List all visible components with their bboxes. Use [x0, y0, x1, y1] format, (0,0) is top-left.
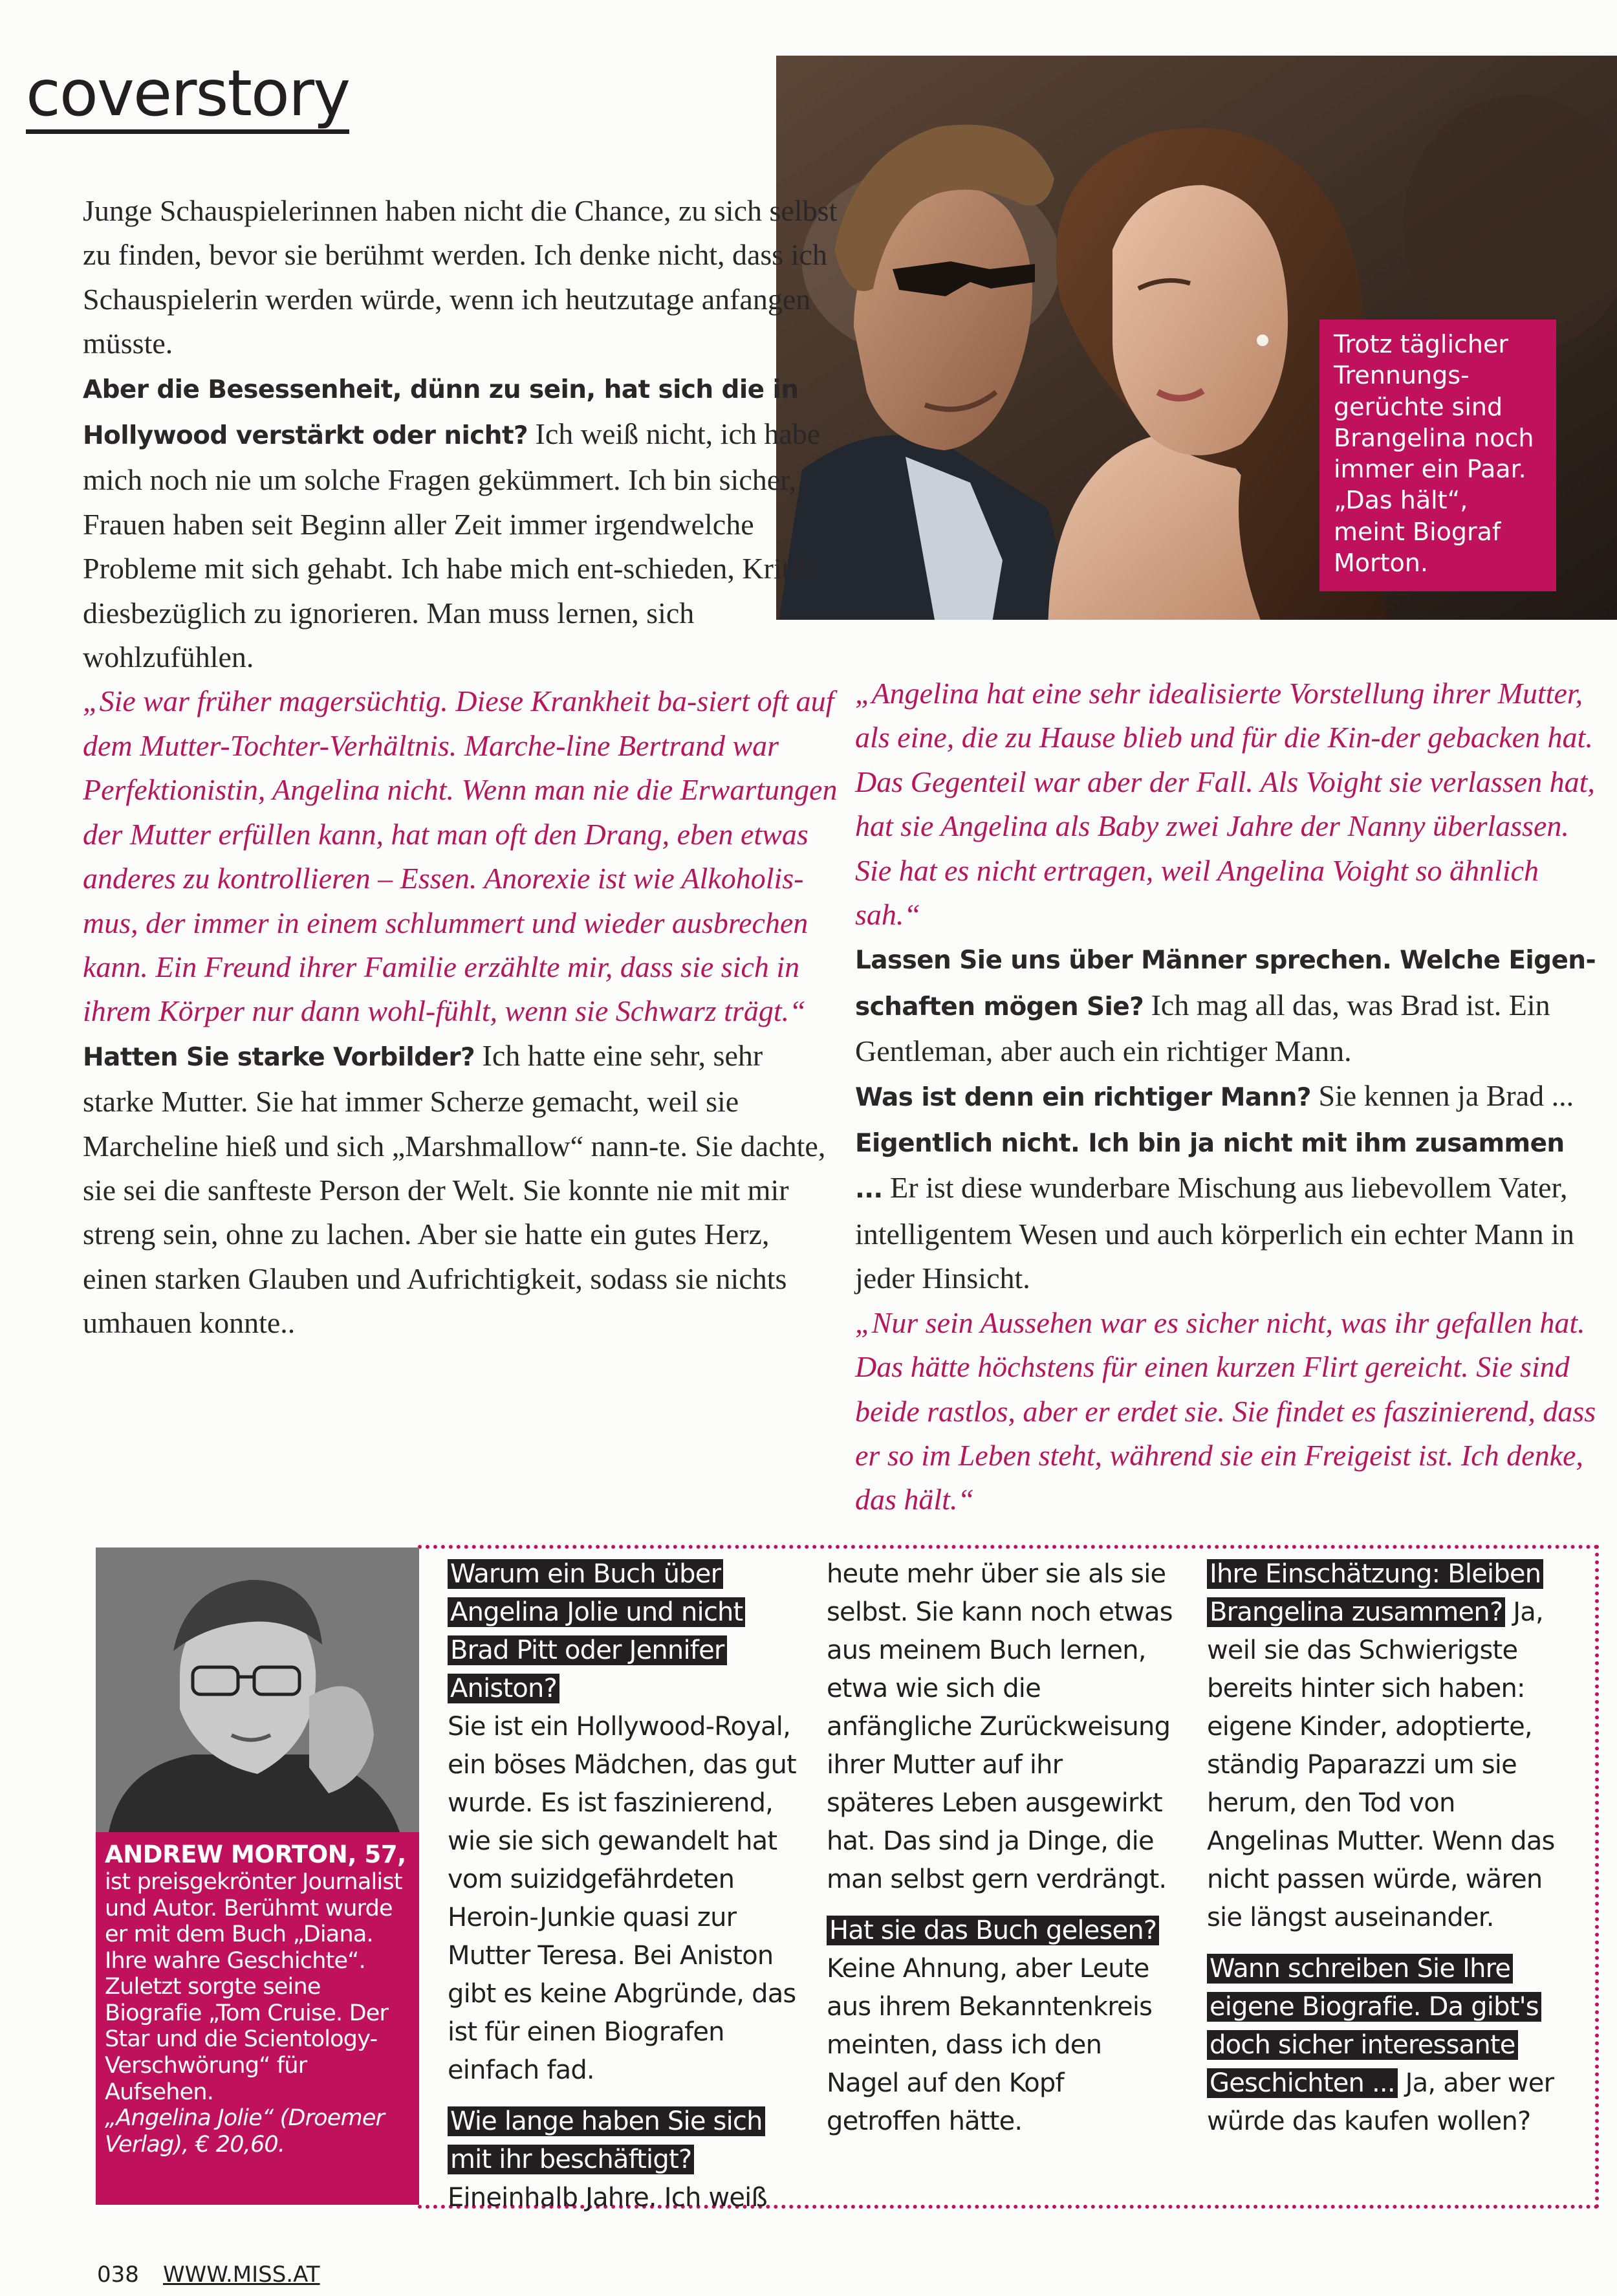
answer-text: Ich hatte eine sehr, sehr starke Mutter. Sie hat immer Scherze gemacht, weil sie Marcheline hieß und sich „Marshmallow“ nann-te. Sie dachte, sie sei die sanfteste Person der Welt. Sie konnte nie mit mir streng sein, ohne zu lachen. Aber sie hatte ein gutes Herz, einen starken Glauben und Aufrichtigkeit, sodass sie nichts umhauen konnte..	[83, 1038, 826, 1340]
pull-quote: „Angelina hat eine sehr idealisierte Vorstellung ihrer Mutter, als eine, die zu Hause blieb und für die Kin-der gebacken hat. Das Gegenteil war aber der Fall. Als Voight sie verlassen hat, hat sie Angelina als Baby zwei Jahre der Nanny überlassen. Sie hat es nicht ertragen, weil Angelina Voight so ähnlich sah.“	[855, 677, 1595, 932]
left-column	[83, 189, 840, 1346]
pull-quote: „Sie war früher magersüchtig. Diese Krankheit ba-siert oft auf dem Mutter-Tochter-Verhältnis. Marche-line Bertrand war Perfektionistin, Angelina nicht. Wenn man nie die Erwartungen der Mutter erfüllen kann, hat man oft den Drang, eben etwas anderes zu kontrollieren – Essen. Anorexie ist wie Alkoholis-mus, der immer in einem schlummert und wieder ausbrechen kann. Ein Freund ihrer Familie erzählte mir, dass sie sich in ihrem Körper nur dann wohl-fühlt, wenn sie Schwarz trägt.“	[83, 684, 838, 1028]
right-column	[855, 672, 1599, 1522]
question-highlight: Hat sie das Buch gelesen?	[827, 1916, 1159, 1945]
answer-text: Keine Ahnung, aber Leute aus ihrem Bekanntenkreis meinten, dass ich den Nagel auf den Kopf getroffen hätte.	[827, 1954, 1153, 2136]
author-bio-text: ist preisgekrönter Journalist und Autor. Berühmt wurde er mit dem Buch „Diana. Ihre wahre Geschichte“. Zuletzt sorgte seine Biografie „Tom Cruise. Der Star und die Scientology-Verschwörung“ für Aufsehen.	[105, 1868, 402, 2105]
author-portrait-illustration	[96, 1547, 419, 1832]
question-text: Aber die Besessenheit, dünn zu sein, hat sich die in Hollywood verstärkt oder nicht?	[83, 375, 799, 451]
answer-text: Er ist diese wunderbare Mischung aus liebevollem Vater, intelligentem Wesen und auch körperlich ein echter Mann in jeder Hinsicht.	[855, 1171, 1574, 1295]
author-name: ANDREW MORTON, 57,	[105, 1841, 406, 1868]
question-highlight: Ihre Einschätzung: Bleiben Brangelina zusammen?	[1207, 1559, 1543, 1627]
question-text: Lassen Sie uns über Männer sprechen. Welche Eigen-schaften mögen Sie?	[855, 946, 1596, 1022]
page-number: 038	[97, 2262, 139, 2288]
cover-photo	[776, 56, 1617, 620]
question-highlight: Wie lange haben Sie sich mit ihr beschäftigt?	[448, 2106, 765, 2174]
section-title: coverstory	[26, 62, 349, 134]
qa-paragraph	[855, 1074, 1599, 1120]
answer-text: heute mehr über sie als sie selbst. Sie kann noch etwas aus meinem Buch lernen, etwa wie sich die anfängliche Zurückweisung ihrer Mutter auf ihr späteres Leben ausgewirkt hat. Das sind ja Dinge, die man selbst gern verdrängt.	[827, 1559, 1173, 1894]
interview-column-3	[1207, 1555, 1576, 2141]
qa-item	[1207, 1555, 1576, 1937]
interview-column-1	[448, 1555, 797, 2217]
qa-item	[448, 1555, 797, 2090]
answer-text: Eineinhalb Jahre. Ich weiß	[448, 2183, 767, 2213]
answer-text: Sie ist ein Hollywood-Royal, ein böses Mädchen, das gut wurde. Es ist faszinierend, wie sie sich gewandelt hat vom suizidgefährdeten Heroin-Junkie quasi zur Mutter Teresa. Bei Aniston gibt es keine Abgründe, das ist für einen Biografen einfach fad.	[448, 1712, 796, 2085]
qa-paragraph	[83, 1034, 840, 1346]
answer-text: Ja, weil sie das Schwierigste bereits hinter sich haben: eigene Kinder, adoptierte, ständig Paparazzi um sie herum, den Tod von Angelinas Mutter. Wenn das nicht passen würde, wären sie längst auseinander.	[1207, 1597, 1555, 1932]
footer-url-link[interactable]: WWW.MISS.AT	[163, 2262, 320, 2288]
question-highlight: Wann schreiben Sie Ihre eigene Biografie. Da gibt's doch sicher interessante Geschichten ...	[1207, 1954, 1541, 2098]
paragraph-answer: Junge Schauspielerinnen haben nicht die Chance, zu sich selbst zu finden, bevor sie berühmt werden. Ich denke nicht, dass ich Schauspielerin werden würde, wenn ich heutzutage anfangen müsste.	[83, 194, 838, 360]
question-text: Was ist denn ein richtiger Mann?	[855, 1082, 1311, 1112]
book-info: „Angelina Jolie“ (Droemer Verlag), € 20,60.	[105, 2105, 385, 2158]
author-photo	[96, 1547, 419, 1832]
question-text: Eigentlich nicht. Ich bin ja nicht mit ihm zusammen ...	[855, 1129, 1565, 1205]
answer-text: Ja, aber wer würde das kaufen wollen?	[1207, 2068, 1554, 2136]
qa-paragraph	[855, 937, 1599, 1073]
qa-item	[1207, 1950, 1576, 2141]
question-highlight: Warum ein Buch über Angelina Jolie und nicht Brad Pitt oder Jennifer Aniston?	[448, 1559, 745, 1703]
author-bio-box	[96, 1832, 419, 2205]
qa-paragraph	[855, 1120, 1599, 1301]
qa-item	[448, 2103, 797, 2217]
interview-column-2	[827, 1555, 1176, 2141]
qa-item	[827, 1555, 1176, 1899]
answer-text: Ich weiß nicht, ich habe mich noch nie um solche Fragen gekümmert. Ich bin sicher, Frauen haben seit Beginn aller Zeit immer irgendwelche Probleme mit sich gehabt. Ich habe mich ent-schieden, Kritik diesbezüglich zu ignorieren. Man muss lernen, sich wohlzufühlen.	[83, 417, 821, 674]
answer-text: Sie kennen ja Brad ...	[1310, 1078, 1574, 1112]
question-text: Hatten Sie starke Vorbilder?	[83, 1042, 475, 1072]
pull-quote: „Nur sein Aussehen war es sicher nicht, was ihr gefallen hat. Das hätte höchstens für einen kurzen Flirt gereicht. Sie sind beide rastlos, aber er erdet sie. Sie findet es faszinierend, dass er so im Leben steht, während sie ein Freigeist ist. Ich denke, das hält.“	[855, 1306, 1596, 1516]
qa-paragraph	[83, 366, 840, 680]
answer-text: Ich mag all das, was Brad ist. Ein Gentleman, aber auch ein richtiger Mann.	[855, 988, 1550, 1068]
photo-caption: Trotz täglicher Trennungs-gerüchte sind Brangelina noch immer ein Paar. „Das hält“, meint Biograf Morton.	[1319, 320, 1556, 591]
qa-item	[827, 1912, 1176, 2141]
